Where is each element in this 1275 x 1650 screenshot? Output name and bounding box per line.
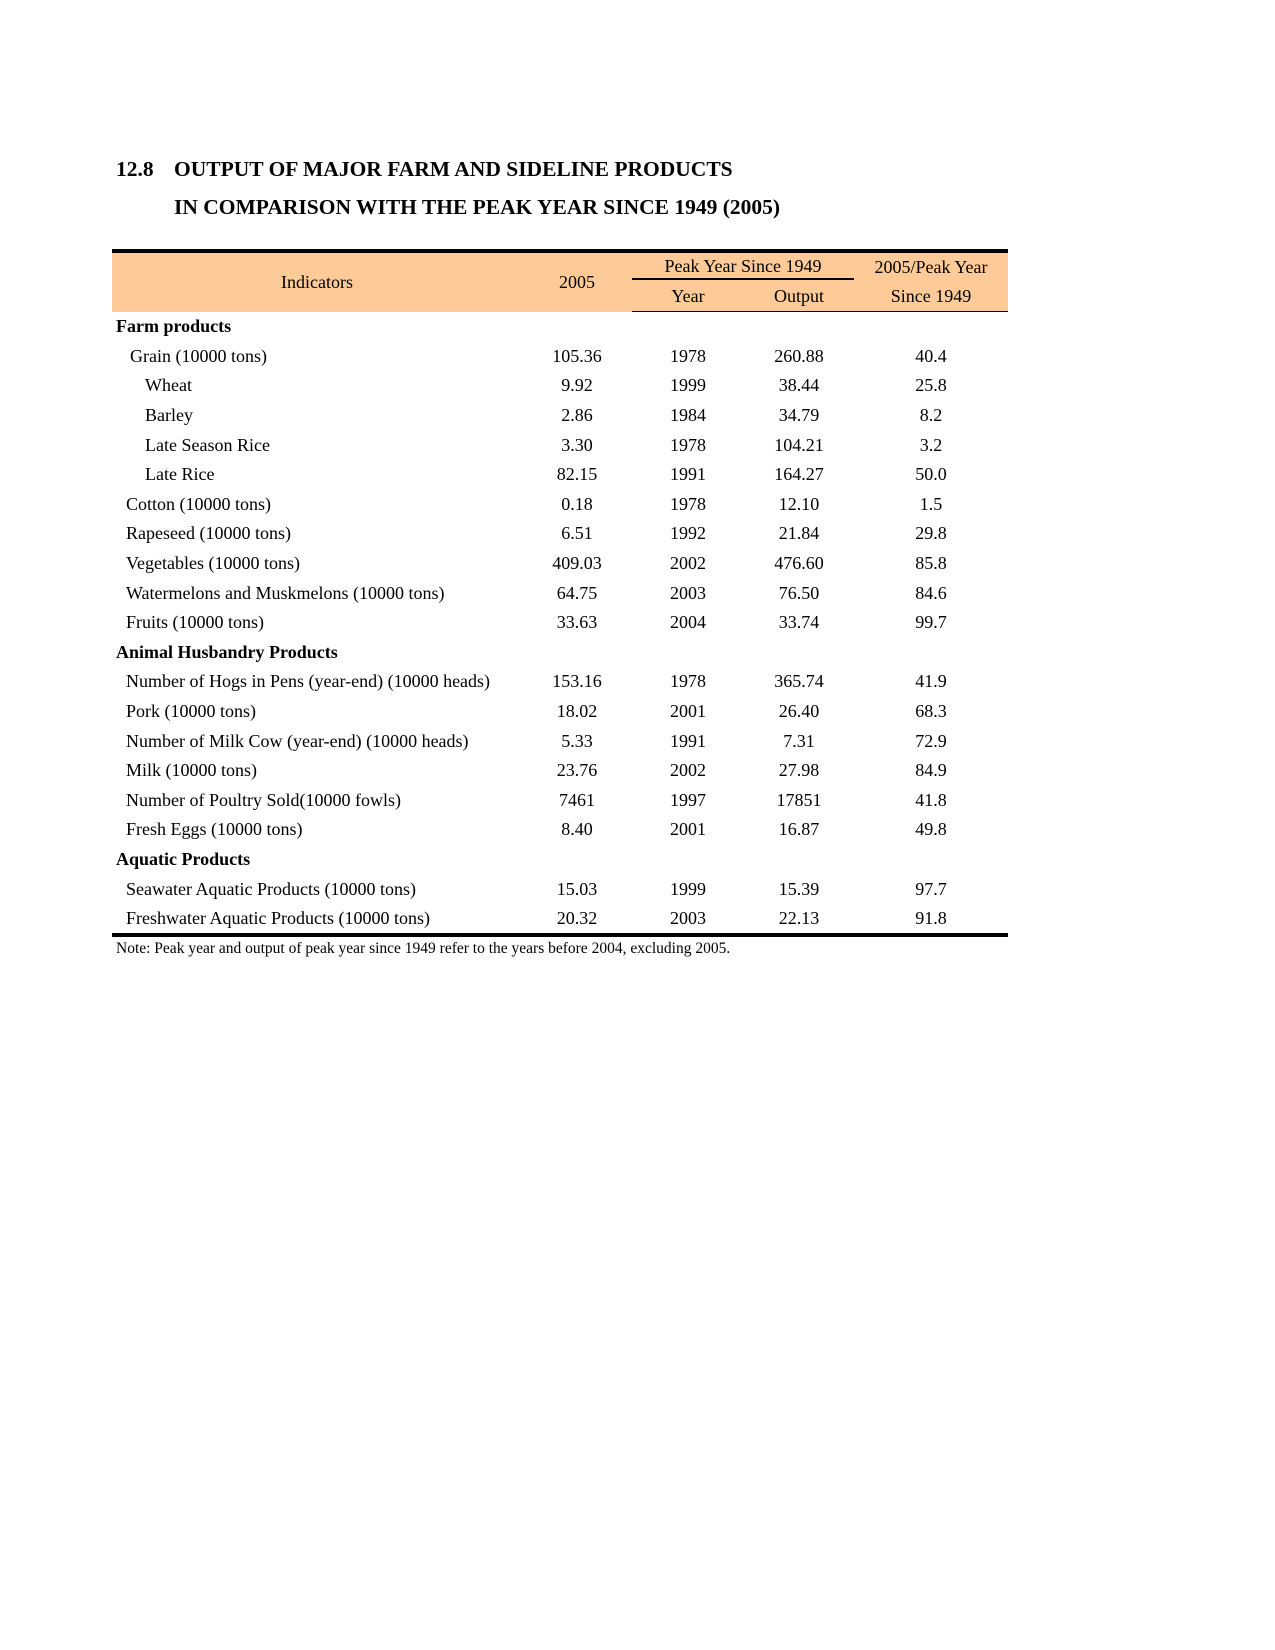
peak-output-cell: 260.88 bbox=[774, 345, 824, 366]
section-row bbox=[112, 845, 1008, 875]
table-row bbox=[112, 342, 1008, 372]
table-row bbox=[112, 667, 1008, 697]
table-row bbox=[112, 430, 1008, 460]
peak-year-cell: 1984 bbox=[670, 405, 706, 426]
section-row bbox=[112, 638, 1008, 668]
peak-year-cell: 2003 bbox=[670, 582, 706, 603]
indicator-cell: Milk (10000 tons) bbox=[126, 760, 258, 781]
peak-output-cell: 365.74 bbox=[774, 671, 824, 692]
value-2005-cell: 23.76 bbox=[556, 760, 598, 781]
indicator-cell: Freshwater Aquatic Products (10000 tons) bbox=[112, 904, 522, 936]
peak-output-cell: 33.74 bbox=[778, 612, 820, 633]
peak-output-cell: 164.27 bbox=[774, 464, 824, 485]
section-label: Farm products bbox=[116, 316, 232, 337]
peak-year-cell: 1999 bbox=[670, 375, 706, 396]
ratio-cell: 41.8 bbox=[915, 789, 947, 810]
table-row bbox=[112, 786, 1008, 816]
ratio-cell: 97.7 bbox=[915, 878, 947, 899]
value-2005-cell: 409.03 bbox=[552, 553, 602, 574]
table-row bbox=[112, 490, 1008, 520]
indicator-cell: Barley bbox=[145, 405, 193, 426]
ratio-cell: 72.9 bbox=[915, 730, 947, 751]
peak-output-cell: 22.13 bbox=[744, 904, 854, 936]
title-line-2: IN COMPARISON WITH THE PEAK YEAR SINCE 1949 (2005) bbox=[174, 195, 781, 219]
peak-year-cell: 1997 bbox=[670, 789, 706, 810]
ratio-cell: 41.9 bbox=[915, 671, 947, 692]
table-body bbox=[112, 312, 1008, 936]
peak-year-cell: 2002 bbox=[670, 553, 706, 574]
value-2005-cell: 105.36 bbox=[552, 345, 602, 366]
value-2005-cell: 20.32 bbox=[522, 904, 632, 936]
indicator-cell: Late Season Rice bbox=[145, 434, 270, 455]
table-number: 12.8 bbox=[116, 157, 154, 181]
ratio-cell: 1.5 bbox=[919, 493, 943, 514]
header-indicators: Indicators bbox=[112, 251, 522, 312]
indicator-cell: Late Rice bbox=[145, 464, 215, 485]
table-row bbox=[112, 401, 1008, 431]
ratio-cell: 84.6 bbox=[915, 582, 947, 603]
peak-year-cell: 2002 bbox=[670, 760, 706, 781]
ratio-cell: 99.7 bbox=[915, 612, 947, 633]
indicator-cell: Pork (10000 tons) bbox=[126, 701, 256, 722]
value-2005-cell: 64.75 bbox=[556, 582, 598, 603]
peak-year-cell: 2004 bbox=[670, 612, 706, 633]
title-line-1 bbox=[116, 150, 780, 188]
value-2005-cell: 6.51 bbox=[561, 523, 593, 544]
peak-year-cell: 1978 bbox=[670, 434, 706, 455]
peak-year-cell: 2001 bbox=[670, 819, 706, 840]
ratio-cell: 85.8 bbox=[915, 553, 947, 574]
table-row bbox=[112, 549, 1008, 579]
peak-year-cell: 1978 bbox=[670, 493, 706, 514]
peak-output-cell: 476.60 bbox=[774, 553, 824, 574]
ratio-cell: 91.8 bbox=[854, 904, 1008, 936]
title-text-1: OUTPUT OF MAJOR FARM AND SIDELINE PRODUCTS bbox=[174, 157, 733, 181]
ratio-cell: 49.8 bbox=[915, 819, 947, 840]
value-2005-cell: 18.02 bbox=[556, 701, 598, 722]
peak-output-cell: 12.10 bbox=[778, 493, 820, 514]
peak-output-cell: 17851 bbox=[776, 789, 822, 810]
header-ratio-line1: 2005/Peak Year bbox=[854, 251, 1008, 282]
ratio-cell: 68.3 bbox=[915, 701, 947, 722]
table-row bbox=[112, 519, 1008, 549]
peak-year-cell: 1991 bbox=[670, 730, 706, 751]
table-row bbox=[112, 726, 1008, 756]
indicator-cell: Fresh Eggs (10000 tons) bbox=[126, 819, 303, 840]
section-label: Aquatic Products bbox=[116, 848, 251, 869]
header-output: Output bbox=[744, 282, 854, 312]
value-2005-cell: 0.18 bbox=[561, 493, 593, 514]
value-2005-cell: 5.33 bbox=[561, 730, 593, 751]
peak-output-cell: 15.39 bbox=[778, 878, 820, 899]
value-2005-cell: 82.15 bbox=[556, 464, 598, 485]
indicator-cell: Fruits (10000 tons) bbox=[126, 612, 265, 633]
table-row bbox=[112, 815, 1008, 845]
indicator-cell: Number of Poultry Sold(10000 fowls) bbox=[126, 789, 401, 810]
indicator-cell: Wheat bbox=[145, 375, 192, 396]
value-2005-cell: 9.92 bbox=[561, 375, 593, 396]
ratio-cell: 8.2 bbox=[919, 405, 943, 426]
peak-year-cell: 1978 bbox=[670, 671, 706, 692]
peak-output-cell: 7.31 bbox=[783, 730, 815, 751]
indicator-cell: Number of Milk Cow (year-end) (10000 heads) bbox=[126, 730, 469, 751]
peak-year-cell: 1991 bbox=[670, 464, 706, 485]
table-row bbox=[112, 460, 1008, 490]
table-row bbox=[112, 608, 1008, 638]
section-label: Animal Husbandry Products bbox=[116, 641, 338, 662]
indicator-cell: Grain (10000 tons) bbox=[130, 345, 267, 366]
table-header bbox=[112, 251, 1008, 312]
peak-output-cell: 34.79 bbox=[778, 405, 820, 426]
peak-output-cell: 21.84 bbox=[778, 523, 820, 544]
indicator-cell: Vegetables (10000 tons) bbox=[126, 553, 300, 574]
peak-output-cell: 104.21 bbox=[774, 434, 824, 455]
table-row bbox=[112, 874, 1008, 904]
table-row bbox=[112, 371, 1008, 401]
table-row bbox=[112, 697, 1008, 727]
peak-year-cell: 1978 bbox=[670, 345, 706, 366]
value-2005-cell: 8.40 bbox=[561, 819, 593, 840]
indicator-cell: Rapeseed (10000 tons) bbox=[126, 523, 291, 544]
indicator-cell: Cotton (10000 tons) bbox=[126, 493, 272, 514]
section-row bbox=[112, 312, 1008, 342]
footnote: Note: Peak year and output of peak year since 1949 refer to the years before 2004, excluding 2005. bbox=[116, 940, 731, 957]
indicator-cell: Watermelons and Muskmelons (10000 tons) bbox=[126, 582, 445, 603]
table-row bbox=[112, 904, 1008, 936]
value-2005-cell: 2.86 bbox=[561, 405, 593, 426]
peak-year-cell: 1999 bbox=[670, 878, 706, 899]
data-table bbox=[112, 249, 1008, 937]
value-2005-cell: 153.16 bbox=[552, 671, 602, 692]
header-peak-group-label: Peak Year Since 1949 bbox=[632, 256, 854, 280]
ratio-cell: 3.2 bbox=[919, 434, 943, 455]
table-row bbox=[112, 578, 1008, 608]
peak-output-cell: 38.44 bbox=[778, 375, 820, 396]
value-2005-cell: 3.30 bbox=[561, 434, 593, 455]
peak-year-cell: 2001 bbox=[670, 701, 706, 722]
header-2005: 2005 bbox=[522, 251, 632, 312]
ratio-cell: 50.0 bbox=[915, 464, 947, 485]
ratio-cell: 25.8 bbox=[915, 375, 947, 396]
table-row bbox=[112, 756, 1008, 786]
peak-output-cell: 16.87 bbox=[778, 819, 820, 840]
page-title bbox=[116, 150, 780, 226]
value-2005-cell: 33.63 bbox=[556, 612, 598, 633]
indicator-cell: Number of Hogs in Pens (year-end) (10000 heads) bbox=[126, 671, 491, 692]
value-2005-cell: 15.03 bbox=[556, 878, 598, 899]
header-ratio-line2: Since 1949 bbox=[854, 282, 1008, 312]
indicator-cell: Seawater Aquatic Products (10000 tons) bbox=[126, 878, 416, 899]
peak-year-cell: 1992 bbox=[670, 523, 706, 544]
ratio-cell: 29.8 bbox=[915, 523, 947, 544]
ratio-cell: 40.4 bbox=[915, 345, 947, 366]
peak-output-cell: 76.50 bbox=[778, 582, 820, 603]
value-2005-cell: 7461 bbox=[559, 789, 595, 810]
ratio-cell: 84.9 bbox=[915, 760, 947, 781]
peak-output-cell: 27.98 bbox=[778, 760, 820, 781]
peak-year-cell: 2003 bbox=[632, 904, 744, 936]
peak-output-cell: 26.40 bbox=[778, 701, 820, 722]
header-year: Year bbox=[632, 282, 744, 312]
header-peak-group bbox=[632, 251, 854, 282]
